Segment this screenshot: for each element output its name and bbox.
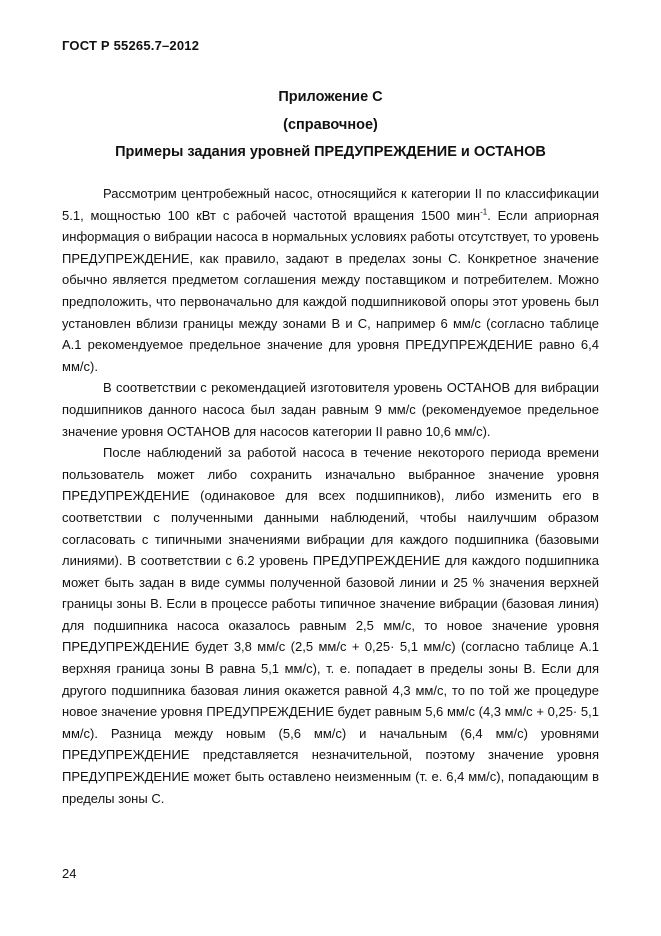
appendix-title: Приложение С xyxy=(278,89,383,105)
paragraph-3: После наблюдений за работой насоса в течение некоторого периода времени пользователь может либо сохранить изначально выбранное значение уровня ПРЕДУПРЕЖДЕНИЕ (одинаковое для всех подшипников), либо изменить его в соответствии с полученными данными наблюдений, чтобы наилучшим образом согласовать с типичными значениями вибрации для каждого подшипника (базовыми линиями). В соответствии с 6.2 уровень ПРЕДУПРЕЖДЕНИЕ для каждого подшипника может быть задан в виде суммы полученной базовой линии и 25 % значения верхней границы зоны В. Если в процессе работы типичное значение вибрации (базовая линия) для подшипника насоса оказалось равным 2,5 мм/с, то новое значение уровня ПРЕДУПРЕЖДЕНИЕ будет 3,8 мм/с (2,5 мм/с + 0,25· 5,1 мм/с) (согласно таблице А.1 верхняя граница зоны В равна 5,1 мм/с), т. е. попадает в пределы зоны В. Если для другого подшипника базовая линия окажется равной 4,3 мм/с, то по той же процедуре новое значение уровня ПРЕДУПРЕЖДЕНИЕ будет равным 5,6 мм/с (4,3 мм/с + 0,25· 5,1 мм/с). Разница между новым (5,6 мм/с) и начальным (6,4 мм/с) уровнями ПРЕДУПРЕЖДЕНИЕ представляется незначительной, поэтому значение уровня ПРЕДУПРЕЖДЕНИЕ может быть оставлено неизменным (т. е. 6,4 мм/с), попадающим в пределы зоны С. xyxy=(62,445,599,806)
page-number: 24 xyxy=(62,866,77,881)
appendix-name: Примеры задания уровней ПРЕДУПРЕЖДЕНИЕ и ОСТАНОВ xyxy=(115,144,546,160)
paragraph-1-text-a: Рассмотрим центробежный насос, относящийся к категории II по классификации 5.1, мощностью 100 кВт с рабочей частотой вращения 1500 мин xyxy=(62,186,599,223)
paragraph-1 xyxy=(62,183,599,377)
document-code: ГОСТ Р 55265.7–2012 xyxy=(62,38,200,53)
paragraph-2: В соответствии с рекомендацией изготовителя уровень ОСТАНОВ для вибрации подшипников данного насоса был задан равным 9 мм/с (рекомендуемое предельное значение уровня ОСТАНОВ для насосов категории II равно 10,6 мм/с). xyxy=(62,380,599,439)
paragraph-1-superscript: -1 xyxy=(480,207,488,217)
appendix-kind: (справочное) xyxy=(283,117,378,133)
paragraph-1-text-b: . Если априорная информация о вибрации насоса в нормальных условиях работы отсутствует, то уровень ПРЕДУПРЕЖДЕНИЕ, как правило, задают в пределах зоны С. Конкретное значение обычно является предметом соглашения между поставщиком и потребителем. Можно предположить, что первоначально для каждой подшипниковой опоры этот уровень был установлен вблизи границы между зонами В и С, например 6 мм/с (согласно таблице А.1 рекомендуемое предельное значение для уровня ПРЕДУПРЕЖДЕНИЕ равно 6,4 мм/с). xyxy=(62,207,599,374)
body-text xyxy=(62,183,599,809)
